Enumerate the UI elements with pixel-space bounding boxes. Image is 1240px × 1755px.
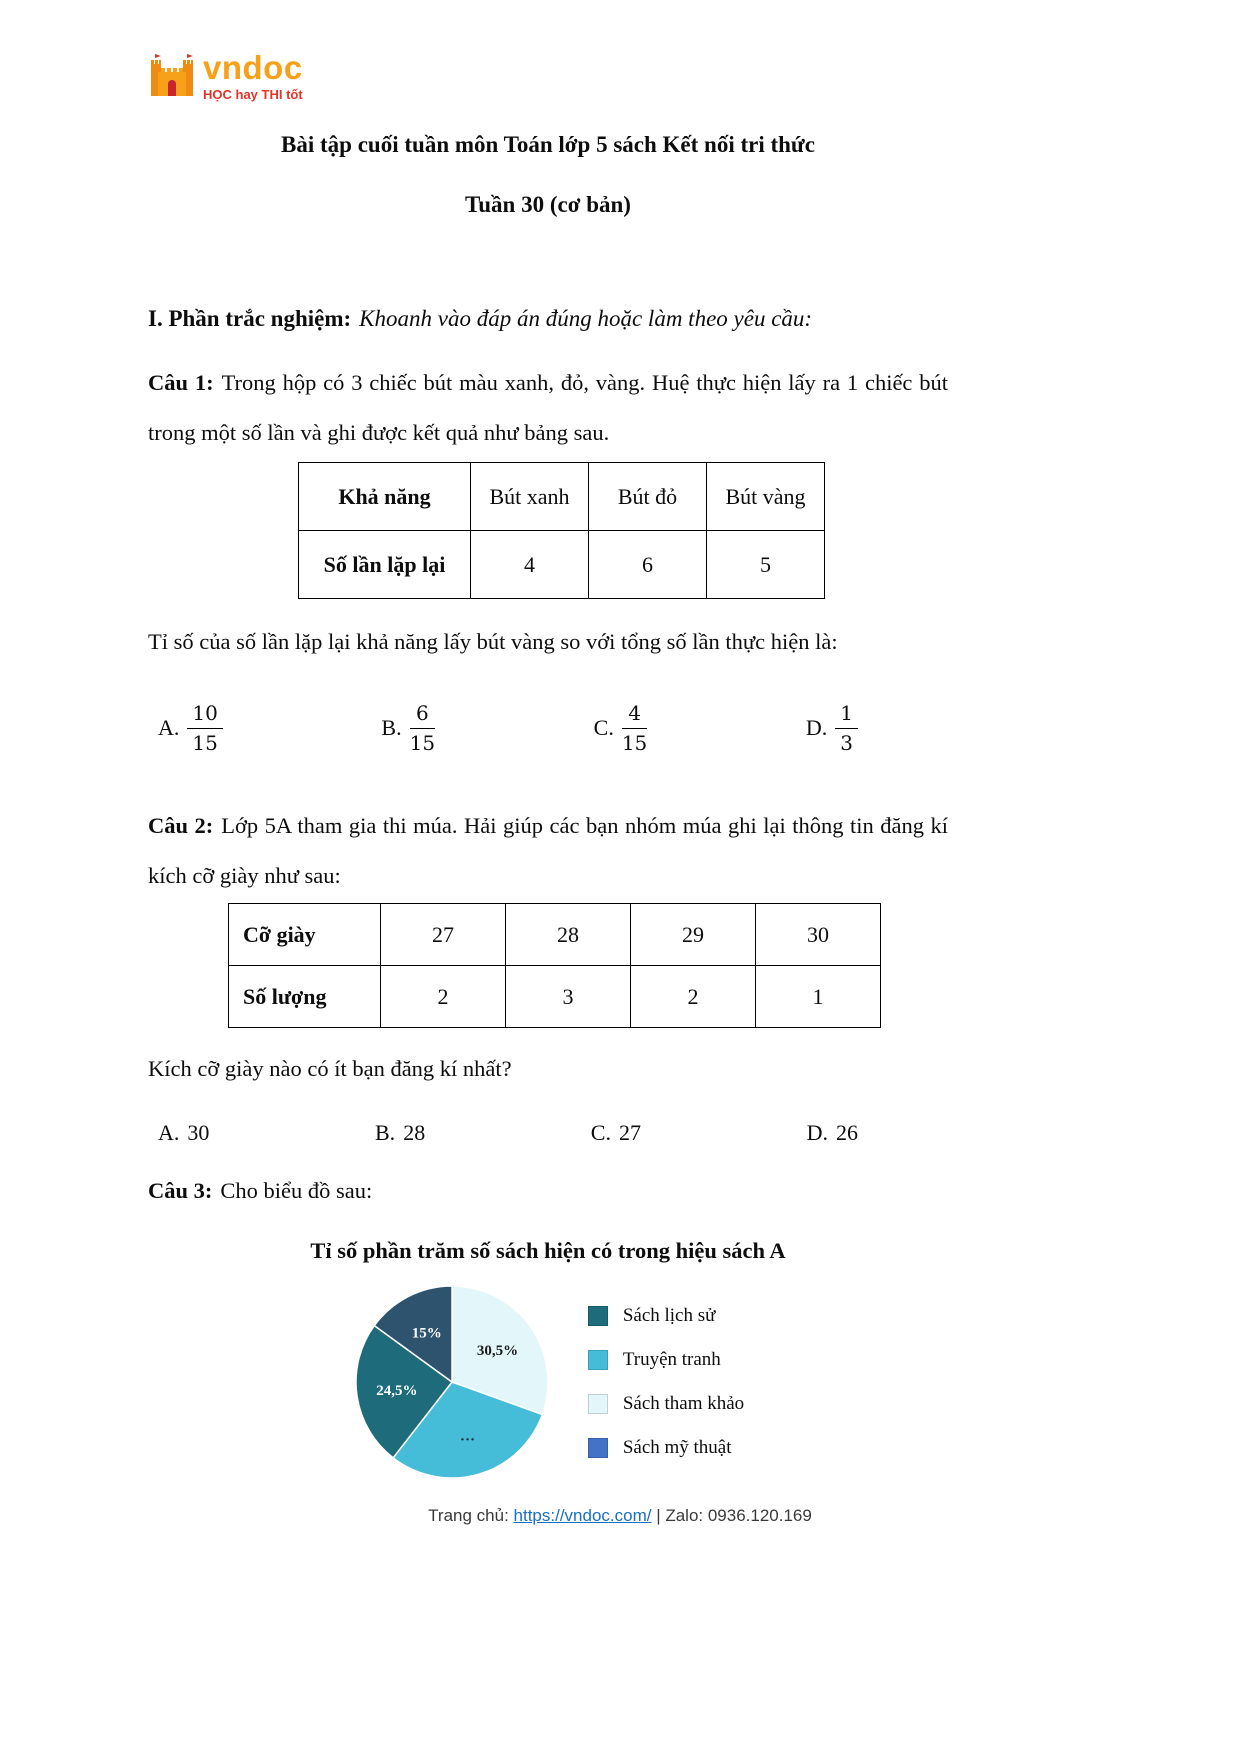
fraction — [622, 701, 647, 756]
document-subtitle: Tuần 30 (cơ bản) — [465, 192, 631, 217]
table-cell: 30 — [756, 904, 881, 966]
option-value: 26 — [835, 1120, 858, 1145]
option-label: D. — [806, 1120, 828, 1145]
legend-color-swatch — [588, 1350, 608, 1370]
section-heading — [148, 302, 948, 336]
question-2-text: Lớp 5A tham gia thi múa. Hải giúp các bạn nhóm múa ghi lại thông tin đăng kí kích cỡ giày như sau: — [148, 813, 948, 888]
question-3-label: Câu 3: — [148, 1178, 213, 1203]
table-cell: 4 — [471, 531, 589, 599]
chart-legend — [588, 1305, 744, 1459]
table-row — [229, 904, 881, 966]
answer-option[interactable] — [591, 1108, 641, 1158]
fraction-numerator: 4 — [622, 701, 647, 729]
fraction — [187, 701, 222, 756]
legend-label: Sách mỹ thuật — [622, 1437, 732, 1458]
fraction — [410, 701, 435, 756]
vndoc-castle-icon — [148, 52, 196, 98]
legend-item — [588, 1393, 744, 1415]
legend-item — [588, 1349, 744, 1371]
option-label: C. — [593, 715, 614, 740]
chart-area — [148, 1282, 948, 1482]
answer-options-q2 — [158, 1108, 858, 1158]
table-header-cell: Số lần lặp lại — [299, 531, 471, 599]
question-1-text: Trong hộp có 3 chiếc bút màu xanh, đỏ, vàng. Huệ thực hiện lấy ra 1 chiếc bút trong một số lần và ghi được kết quả như bảng sau. — [148, 370, 948, 445]
pie-chart — [352, 1282, 552, 1482]
answer-option[interactable] — [806, 701, 858, 756]
fraction-numerator: 1 — [835, 701, 858, 729]
table-cell: 2 — [631, 966, 756, 1028]
legend-label: Truyện tranh — [622, 1349, 721, 1370]
pie-slice-label: 24,5% — [376, 1382, 418, 1399]
legend-label: Sách lịch sử — [622, 1305, 716, 1326]
answer-option[interactable] — [158, 1108, 209, 1158]
answer-option[interactable] — [594, 701, 648, 756]
table-row — [229, 966, 881, 1028]
table-cell: Bút xanh — [471, 463, 589, 531]
vndoc-tagline: HỌC hay THI tốt — [203, 87, 303, 102]
pie-slice-label: 15% — [411, 1325, 442, 1342]
option-label: A. — [158, 715, 180, 740]
pie-slice-label: … — [459, 1428, 475, 1445]
table-row — [299, 463, 825, 531]
legend-color-swatch — [588, 1438, 608, 1458]
table-header-cell: Số lượng — [229, 966, 381, 1028]
section-instruction: Khoanh vào đáp án đúng hoặc làm theo yêu cầu: — [359, 306, 813, 331]
fraction-denominator: 3 — [840, 730, 853, 755]
legend-color-swatch — [588, 1394, 608, 1414]
table-cell: Bút vàng — [707, 463, 825, 531]
option-label: A. — [158, 1120, 180, 1145]
table-cell: 6 — [589, 531, 707, 599]
fraction-denominator: 15 — [409, 730, 436, 755]
legend-label: Sách tham khảo — [622, 1393, 745, 1414]
answer-option[interactable] — [158, 701, 223, 756]
option-label: D. — [805, 715, 828, 740]
option-label: B. — [375, 1120, 396, 1145]
pie-slice-label: 30,5% — [476, 1342, 518, 1359]
table-row — [299, 531, 825, 599]
question-2-prompt: Kích cỡ giày nào có ít bạn đăng kí nhất? — [148, 1056, 512, 1081]
legend-color-swatch — [588, 1306, 608, 1326]
document-title: Bài tập cuối tuần môn Toán lớp 5 sách Kết nối tri thức — [281, 132, 815, 157]
option-value: 30 — [187, 1120, 210, 1145]
table-cell: Bút đỏ — [589, 463, 707, 531]
option-label: B. — [381, 715, 402, 740]
footer-suffix: | Zalo: 0936.120.169 — [651, 1506, 812, 1525]
table-cell: 27 — [381, 904, 506, 966]
legend-item — [588, 1437, 744, 1459]
question-2 — [148, 801, 948, 901]
question-1-label: Câu 1: — [148, 370, 214, 395]
answer-option[interactable] — [375, 1108, 425, 1158]
vndoc-logo-text — [203, 49, 303, 102]
fraction-numerator: 6 — [410, 701, 435, 729]
option-value: 27 — [618, 1120, 641, 1145]
fraction — [835, 701, 858, 756]
section-label: I. Phần trắc nghiệm: — [148, 306, 352, 331]
option-label: C. — [590, 1120, 611, 1145]
footer-prefix: Trang chủ: — [428, 1506, 514, 1525]
table-cell: 29 — [631, 904, 756, 966]
page-footer — [0, 1506, 1240, 1526]
legend-item — [588, 1305, 744, 1327]
question-3-text: Cho biểu đồ sau: — [220, 1178, 373, 1203]
table-cell: 5 — [707, 531, 825, 599]
table-header-cell: Khả năng — [299, 463, 471, 531]
table-cell: 28 — [506, 904, 631, 966]
fraction-numerator: 10 — [187, 701, 222, 729]
fraction-denominator: 15 — [621, 730, 648, 755]
homepage-link[interactable]: https://vndoc.com/ — [513, 1506, 652, 1525]
document-content — [148, 0, 948, 1482]
answer-option[interactable] — [381, 701, 435, 756]
option-value: 28 — [403, 1120, 426, 1145]
table-cell: 1 — [756, 966, 881, 1028]
vndoc-wordmark: vndoc — [203, 49, 303, 86]
question-3 — [148, 1166, 948, 1216]
shoe-size-table — [228, 903, 881, 1028]
question-1 — [148, 358, 948, 458]
table-header-cell: Cỡ giày — [229, 904, 381, 966]
chart-title: Tỉ số phần trăm số sách hiện có trong hiệu sách A — [310, 1238, 786, 1263]
question-1-prompt: Tỉ số của số lần lặp lại khả năng lấy bút vàng so với tổng số lần thực hiện là: — [148, 629, 838, 654]
table-cell: 3 — [506, 966, 631, 1028]
table-cell: 2 — [381, 966, 506, 1028]
answer-options-q1 — [158, 695, 858, 761]
vndoc-logo — [148, 49, 303, 102]
answer-option[interactable] — [807, 1108, 858, 1158]
probability-table — [298, 462, 825, 599]
fraction-denominator: 15 — [192, 730, 218, 755]
question-2-label: Câu 2: — [148, 813, 214, 838]
